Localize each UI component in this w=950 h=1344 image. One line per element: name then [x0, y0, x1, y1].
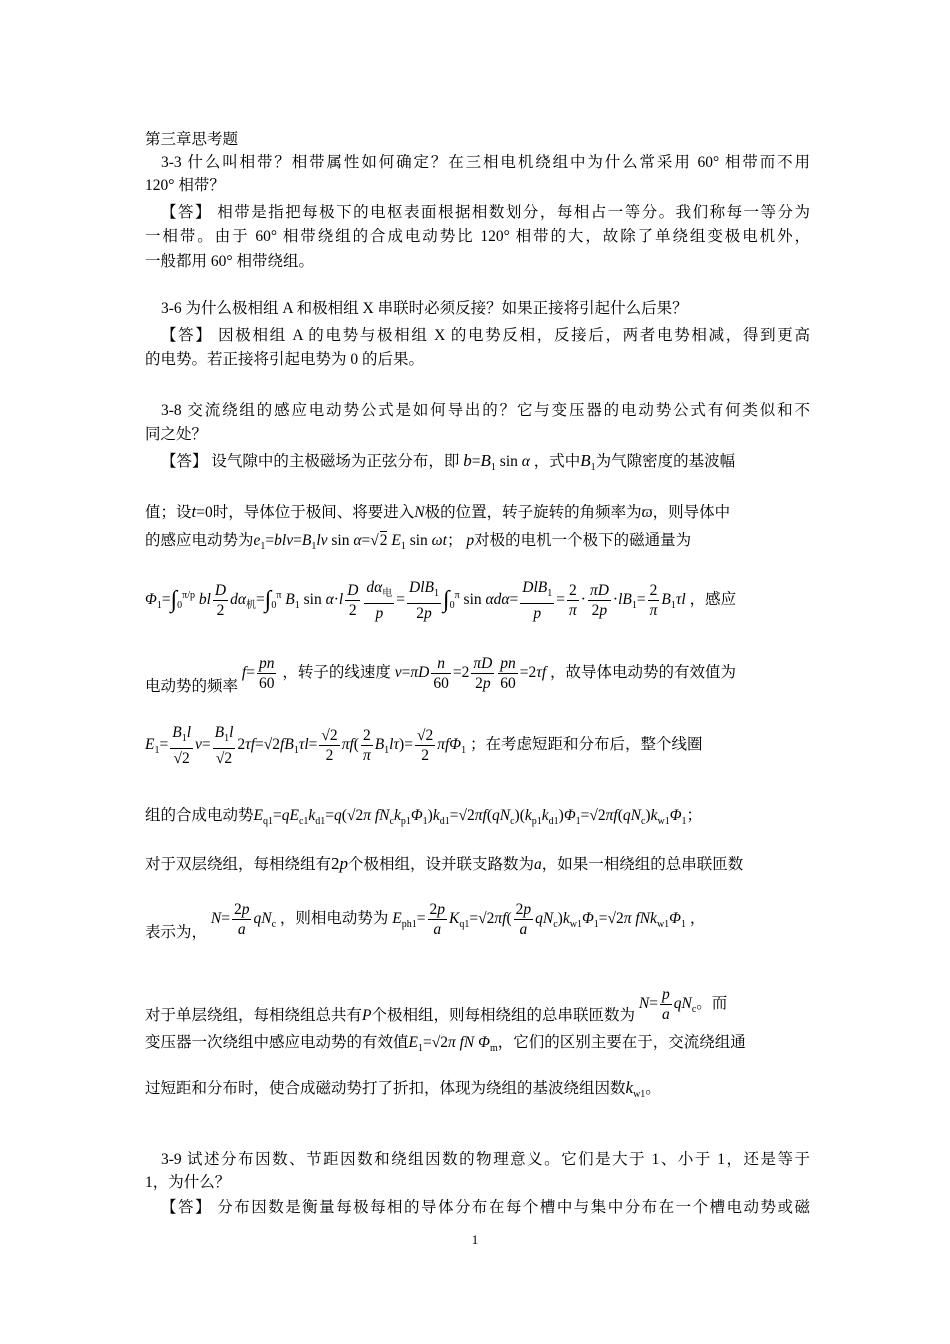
answer-3-3-end: 一般都用 60° 相带绕组。 — [145, 253, 314, 270]
answer-3-8-line3: 的感应电动势为$e_1=blv=B_1lv$ sin α=√2 $E_1$ sin ωt； p对极的电机一个极下的磁通量为 — [145, 532, 692, 553]
phase-emf-formula: 表示为， N= $\frac{2p}{a}$ $qN_c$ ，则相电动势为 $E_{ph1}=$ $\frac{2p}{a}$ $K_{q1}=√2\pi f$( $\frac{2p}{a}$ $qN_c)k_{w1}\Phi_1=√2\pi$ $fNk_{w1}\Phi_1$ ， — [145, 901, 706, 942]
question-3-3: 3-3 什么叫相带？相带属性如何确定？在三相电机绕组中为什么常采用 60° 相带而不用 — [161, 154, 810, 171]
page-number: 1 — [471, 1232, 479, 1247]
answer-3-8-double-layer: 对于双层绕组，每相绕组有2p个极相组，设并联支路数为a，如果一相绕组的总串联匝数 — [145, 854, 744, 873]
chapter-title: 第三章思考题 — [145, 131, 239, 148]
question-3-9-cont: 1，为什么？ — [145, 1174, 231, 1191]
answer-3-3-cont: 一相带。由于 60° 相带绕组的合成电动势比 120° 相带的大，故除了单绕组变极电机外， — [145, 228, 810, 245]
emf-effective-formula: $E_1=$ $\frac{B_1l}{√2}$ v= $\frac{B_1l}{√2}$ $2\tau f=√2fB_1\tau l=$ $\frac{√2}{2}$ πf( $\frac{2}{\pi}$ $B_1l\tau)=$ $\frac{√2}{2}$ πfΦ$_1$ ；在考虑短距和分布后，整个线圈 — [145, 724, 703, 768]
question-3-3-cont: 120° 相带？ — [145, 177, 225, 194]
question-3-9: 3-9 试述分布因数、节距因数和绕组因数的物理意义。它们是大于 1、小于 1，还是等于 — [161, 1151, 810, 1168]
answer-3-6-cont: 的电势。若正接将引起电势为 0 的后果。 — [145, 351, 425, 368]
frequency-formula: 电动势的频率 f= $\frac{pn}{60}$ ，转子的线速度 v=πD $\frac{n}{60}$ =2 $\frac{\pi D}{2p}$ $\frac{pn}{60}$ =2τf ，故导体电动势的有效值为 — [145, 655, 737, 696]
coil-group-emf-formula: 组的合成电动势$E_{q1}=qE_{c1}k_{d1}=q(√2\pi$ $fN_ck_{p1}\Phi_1)k_{d1}=√2\pi f(qN_c)(k_{p1}k_{d1})\Phi_1=√2\pi f(qN_c)k_{w1}\Phi_1$； — [145, 807, 703, 828]
answer-3-8-line2: 值；设t=0时，导体位于极间、将要进入N极的位置，转子旋转的角频率为ϖ，则导体中 — [145, 502, 731, 521]
question-3-8: 3-8 交流绕组的感应电动势公式是如何导出的？它与变压器的电动势公式有何类似和不 — [161, 402, 810, 419]
transformer-emf: 变压器一次绕组中感应电动势的有效值$E_1=√2\pi$ fN $\Phi_m$，它们的区别主要在于，交流绕组通 — [145, 1034, 746, 1055]
question-3-8-cont: 同之处？ — [145, 426, 208, 443]
question-3-6: 3-6 为什么极相组 A 和极相组 X 串联时必须反接？如果正接将引起什么后果？ — [161, 300, 688, 317]
answer-3-8-single-layer: 对于单层绕组，每相绕组总共有P个极相组，则每相绕组的总串联匝数为 N= $\frac{p}{a}$ $qN_c$。而 — [145, 986, 728, 1025]
winding-factor-note: 过短距和分布时，使合成磁动势打了折扣，体现为绕组的基波绕组因数$k_{w1}$。 — [145, 1078, 661, 1101]
answer-3-9: 【答】 分布因数是衡量每极每相的导体分布在每个槽中与集中分布在一个槽电动势或磁 — [161, 1199, 810, 1216]
answer-3-6: 【答】 因极相组 A 的电势与极相组 X 的电势反相，反接后，两者电势相减，得到更高 — [161, 327, 810, 344]
flux-formula: $\Phi_1=\int_0^{\pi/p}$ bl $\frac{D}{2}$ $d\alpha_机=\int_0^\pi$ $B_1$ sin α·l $\frac{D}{2}$ $\frac{d\alpha_电}{p}$ = $\frac{DlB_1}{2p}$ $\int_0^\pi$ sin αdα= $\frac{DlB_1}{p}$ = $\frac{2}{\pi}$ · $\frac{\pi D}{2p}$ $\cdot lB_1=$ $\frac{2}{\pi}$ $B_1\tau l$ ，感应 — [145, 579, 737, 623]
answer-3-3: 【答】 相带是指把每极下的电枢表面根据相数划分，每相占一等分。我们称每一等分为 — [161, 204, 810, 221]
answer-3-8-line1: 【答】 设气隙中的主极磁场为正弦分布，即 $b=B_1$ sin α ，式中$B_1$为气隙密度的基波幅 — [161, 451, 736, 474]
